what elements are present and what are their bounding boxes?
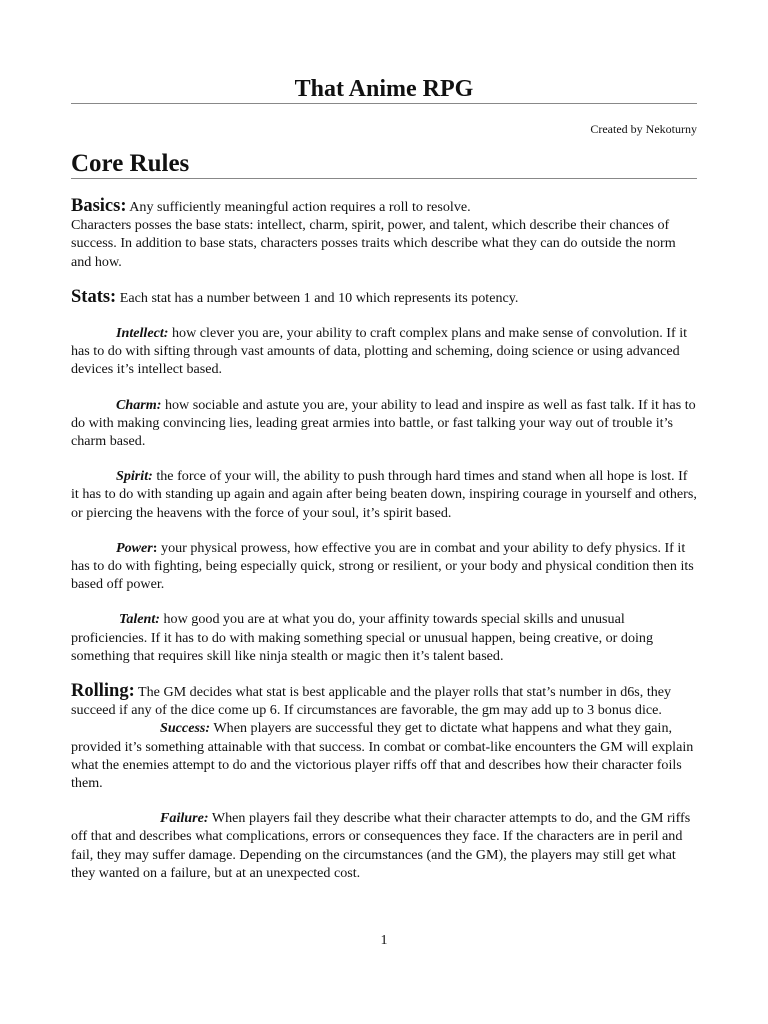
- stat-charm: Charm: how sociable and astute you are, your ability to lead and inspire as well as fast talk. If it has to do with making convincing lies, leading great armies into battle, or fast talking your way out of trouble it’s charm based.: [71, 396, 696, 450]
- success-term: Success:: [160, 720, 211, 737]
- stat-spirit: Spirit: the force of your will, the ability to push through hard times and stand when all hope is lost. If it has to do with standing up again and again after being beaten down, inspiring courage in yourself and others, or piercing the heavens with the force of your soul, it’s spirit based.: [71, 468, 697, 521]
- stats-paragraph: [71, 288, 697, 307]
- rolling-success: Success: When players are successful they get to dictate what happens and what they gain, provided it’s something attainable with that success. In combat or combat-like encounters the GM will explain what the enemies attempt to do and the victorious player riffs off that and describes how their character foils them.: [71, 720, 694, 792]
- document-title: That Anime RPG: [294, 76, 474, 102]
- stat-intellect: Intellect: how clever you are, your ability to craft complex plans and make sense of convolution. If it has to do with sifting through vast amounts of data, plotting and scheming, doing science or using advanced devices it’s intellect based.: [71, 325, 688, 378]
- author-credit: Created by Nekoturny: [590, 122, 697, 136]
- failure-term: Failure:: [160, 810, 209, 827]
- heading-divider: [71, 178, 697, 179]
- document-body: [71, 197, 697, 882]
- section-heading-core-rules: Core Rules: [71, 150, 190, 177]
- stats-heading: Stats:: [71, 286, 117, 307]
- basics-heading: Basics:: [71, 196, 127, 216]
- stat-term-charm: Charm:: [116, 396, 162, 413]
- stat-term-spirit: Spirit:: [116, 468, 153, 485]
- title-divider: [71, 103, 697, 104]
- page-number: 1: [380, 933, 388, 948]
- stat-power: Power: your physical prowess, how effective you are in combat and your ability to defy physics. If it has to do with fighting, being especially quick, strong or resilient, or your body and physical condition then its based off power.: [71, 539, 694, 593]
- stat-term-talent: Talent:: [119, 611, 160, 628]
- basics-text: Characters posses the base stats: intellect, charm, spirit, power, and talent, which describe their chances of success. In addition to base stats, characters posses traits which describe what they can do outside the norm and how.: [71, 217, 676, 270]
- stat-term-intellect: Intellect:: [116, 325, 169, 342]
- stat-talent: Talent: how good you are at what you do, your affinity towards special skills and unusual proficiencies. If it has to do with making something special or unusual happen, being creative, or doing something that requires skill like ninja stealth or magic then it’s talent based.: [71, 611, 654, 664]
- stats-text: Each stat has a number between 1 and 10 which represents its potency.: [116, 289, 519, 306]
- stat-term-power: Power: [116, 539, 153, 556]
- rolling-heading: Rolling:: [71, 681, 135, 702]
- rolling-failure: Failure: When players fail they describe what their character attempts to do, and the GM riffs off that and describes what complications, errors or consequences they face. If the characters are in peril and fail, they may suffer damage. Depending on the circumstances (and the GM), the players may still get what they wanted on a failure, but at an unexpected cost.: [71, 810, 691, 881]
- rolling-paragraph: Rolling: The GM decides what stat is best applicable and the player rolls that stat’s number in d6s, they succeed if any of the dice come up 6. If circumstances are favorable, the gm may add up to 3 bonus dice.: [71, 681, 672, 719]
- basics-paragraph: [71, 197, 697, 216]
- basics-line1: Any sufficiently meaningful action requires a roll to resolve.: [126, 199, 471, 215]
